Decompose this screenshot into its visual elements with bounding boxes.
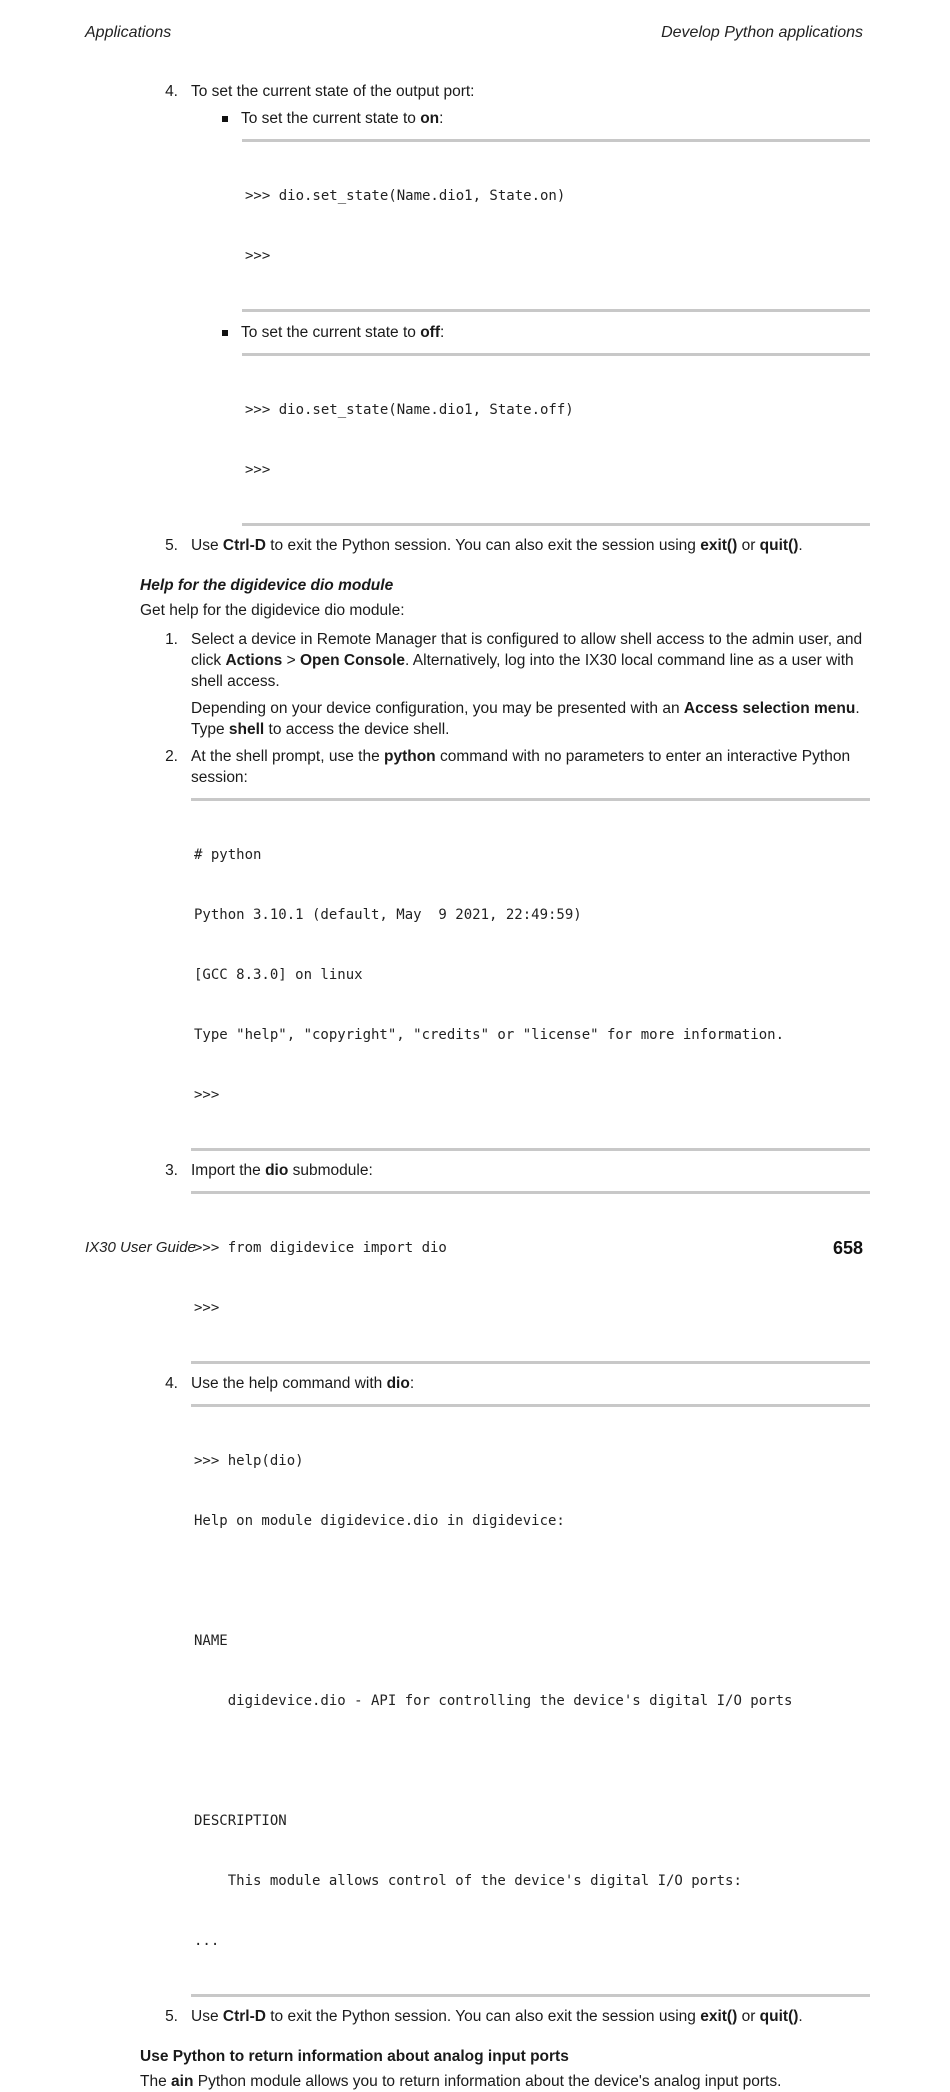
step-text <box>191 1160 870 1181</box>
step-number: 4. <box>165 1375 178 1392</box>
step-text <box>191 535 870 556</box>
text: The <box>140 2073 172 2090</box>
footer-guide-title: IX30 User Guide <box>85 1239 196 1256</box>
text: : <box>409 1375 415 1392</box>
text: Use <box>191 537 223 554</box>
step-number: 5. <box>165 2008 178 2025</box>
step-text <box>191 2006 870 2027</box>
code-line <box>194 1571 867 1591</box>
bullet-state-on <box>191 108 870 129</box>
bullet-text-post: : <box>440 324 445 341</box>
step-number: 2. <box>165 748 178 765</box>
code-block-import-dio <box>191 1191 870 1364</box>
bullet-text-bold: off <box>420 324 441 341</box>
text: . Type <box>191 700 860 738</box>
text: or <box>737 2008 760 2025</box>
step-text <box>191 746 870 788</box>
step-note <box>191 698 870 740</box>
text: submodule: <box>288 1162 373 1179</box>
code-block-state-off <box>242 353 870 526</box>
text: Use <box>191 2008 223 2025</box>
exit-bold: exit() <box>700 2008 738 2025</box>
dio-bold: dio <box>386 1375 410 1392</box>
section-heading-help: Help for the digidevice dio module <box>140 577 394 594</box>
section-heading-analog: Use Python to return information about analog input ports <box>140 2048 569 2065</box>
ctrl-d-bold: Ctrl-D <box>222 537 266 554</box>
text: to access the device shell. <box>264 721 450 738</box>
code-line: >>> dio.set_state(Name.dio1, State.on) <box>245 188 566 204</box>
code-line: >>> help(dio) <box>194 1453 304 1469</box>
text: . <box>798 2008 803 2025</box>
bullet-state-off <box>191 322 870 343</box>
quit-bold: quit() <box>759 2008 799 2025</box>
text: to exit the Python session. You can also exit the session using <box>265 537 701 554</box>
help-step-1 <box>140 629 870 740</box>
bullet-text-bold: on <box>420 110 440 127</box>
step-4-set-state <box>140 81 870 526</box>
code-line: Type "help", "copyright", "credits" or "license" for more information. <box>194 1027 785 1043</box>
section-intro-analog <box>140 2071 870 2092</box>
code-line: digidevice.dio - API for controlling the device's digital I/O ports <box>194 1693 793 1709</box>
code-line: NAME <box>194 1633 228 1649</box>
code-line: [GCC 8.3.0] on linux <box>194 967 363 983</box>
text: Select a device in Remote Manager that is configured to allow shell access to the admin user, and click <box>191 631 863 669</box>
text: command with no parameters to enter an interactive Python session: <box>191 748 851 786</box>
code-line: >>> <box>194 1087 220 1103</box>
page-number: 658 <box>832 1238 863 1258</box>
code-block-state-on <box>242 139 870 312</box>
bullet-text-pre: To set the current state to <box>241 110 421 127</box>
step-text <box>191 1373 870 1394</box>
bullet-text-post: : <box>439 110 444 127</box>
step-text: To set the current state of the output port: <box>191 83 475 100</box>
page-content <box>140 81 870 2092</box>
ain-bold: ain <box>171 2073 194 2090</box>
help-step-4 <box>140 1373 870 1997</box>
help-step-3 <box>140 1160 870 1364</box>
exit-bold: exit() <box>700 537 738 554</box>
text: Depending on your device configuration, you may be presented with an <box>191 700 684 717</box>
actions-bold: Actions <box>225 652 283 669</box>
quit-bold: quit() <box>759 537 799 554</box>
code-block-help-dio <box>191 1404 870 1997</box>
text: to exit the Python session. You can also exit the session using <box>265 2008 701 2025</box>
text: > <box>282 652 300 669</box>
access-menu-bold: Access selection menu <box>683 700 856 717</box>
header-section: Develop Python applications <box>661 24 863 41</box>
code-line: Help on module digidevice.dio in digidevice: <box>194 1513 565 1529</box>
code-line: ... <box>194 1933 220 1949</box>
step-number: 1. <box>165 631 178 648</box>
text: At the shell prompt, use the <box>191 748 384 765</box>
section-intro: Get help for the digidevice dio module: <box>140 602 405 619</box>
step-text <box>191 629 870 692</box>
python-bold: python <box>384 748 436 765</box>
shell-bold: shell <box>228 721 265 738</box>
text: . <box>798 537 803 554</box>
code-line: DESCRIPTION <box>194 1813 287 1829</box>
code-line: >>> from digidevice import dio <box>194 1240 447 1256</box>
step-5-exit <box>140 535 870 556</box>
text: Use the help command with <box>191 1375 387 1392</box>
text: or <box>737 537 760 554</box>
bullet-square-icon <box>222 330 228 336</box>
code-line: # python <box>194 847 262 863</box>
code-line: >>> dio.set_state(Name.dio1, State.off) <box>245 402 574 418</box>
bullet-square-icon <box>222 116 228 122</box>
open-console-bold: Open Console <box>299 652 406 669</box>
ctrl-d-bold: Ctrl-D <box>222 2008 266 2025</box>
code-line: >>> <box>194 1300 220 1316</box>
bullet-text-pre: To set the current state to <box>241 324 421 341</box>
help-step-2 <box>140 746 870 1151</box>
code-line: This module allows control of the device's digital I/O ports: <box>194 1873 742 1889</box>
code-line: >>> <box>245 462 271 478</box>
code-line: Python 3.10.1 (default, May 9 2021, 22:49:59) <box>194 907 582 923</box>
header-chapter: Applications <box>85 24 172 41</box>
step-number: 4. <box>165 83 178 100</box>
step-number: 3. <box>165 1162 178 1179</box>
step-number: 5. <box>165 537 178 554</box>
text: Python module allows you to return information about the device's analog input ports. <box>193 2073 782 2090</box>
code-block-python-session <box>191 798 870 1151</box>
help-step-5 <box>140 2006 870 2027</box>
code-line <box>194 1751 867 1771</box>
dio-bold: dio <box>265 1162 289 1179</box>
code-line: >>> <box>245 248 271 264</box>
text: . Alternatively, log into the IX30 local command line as a user with shell access. <box>191 652 854 690</box>
text: Import the <box>191 1162 266 1179</box>
